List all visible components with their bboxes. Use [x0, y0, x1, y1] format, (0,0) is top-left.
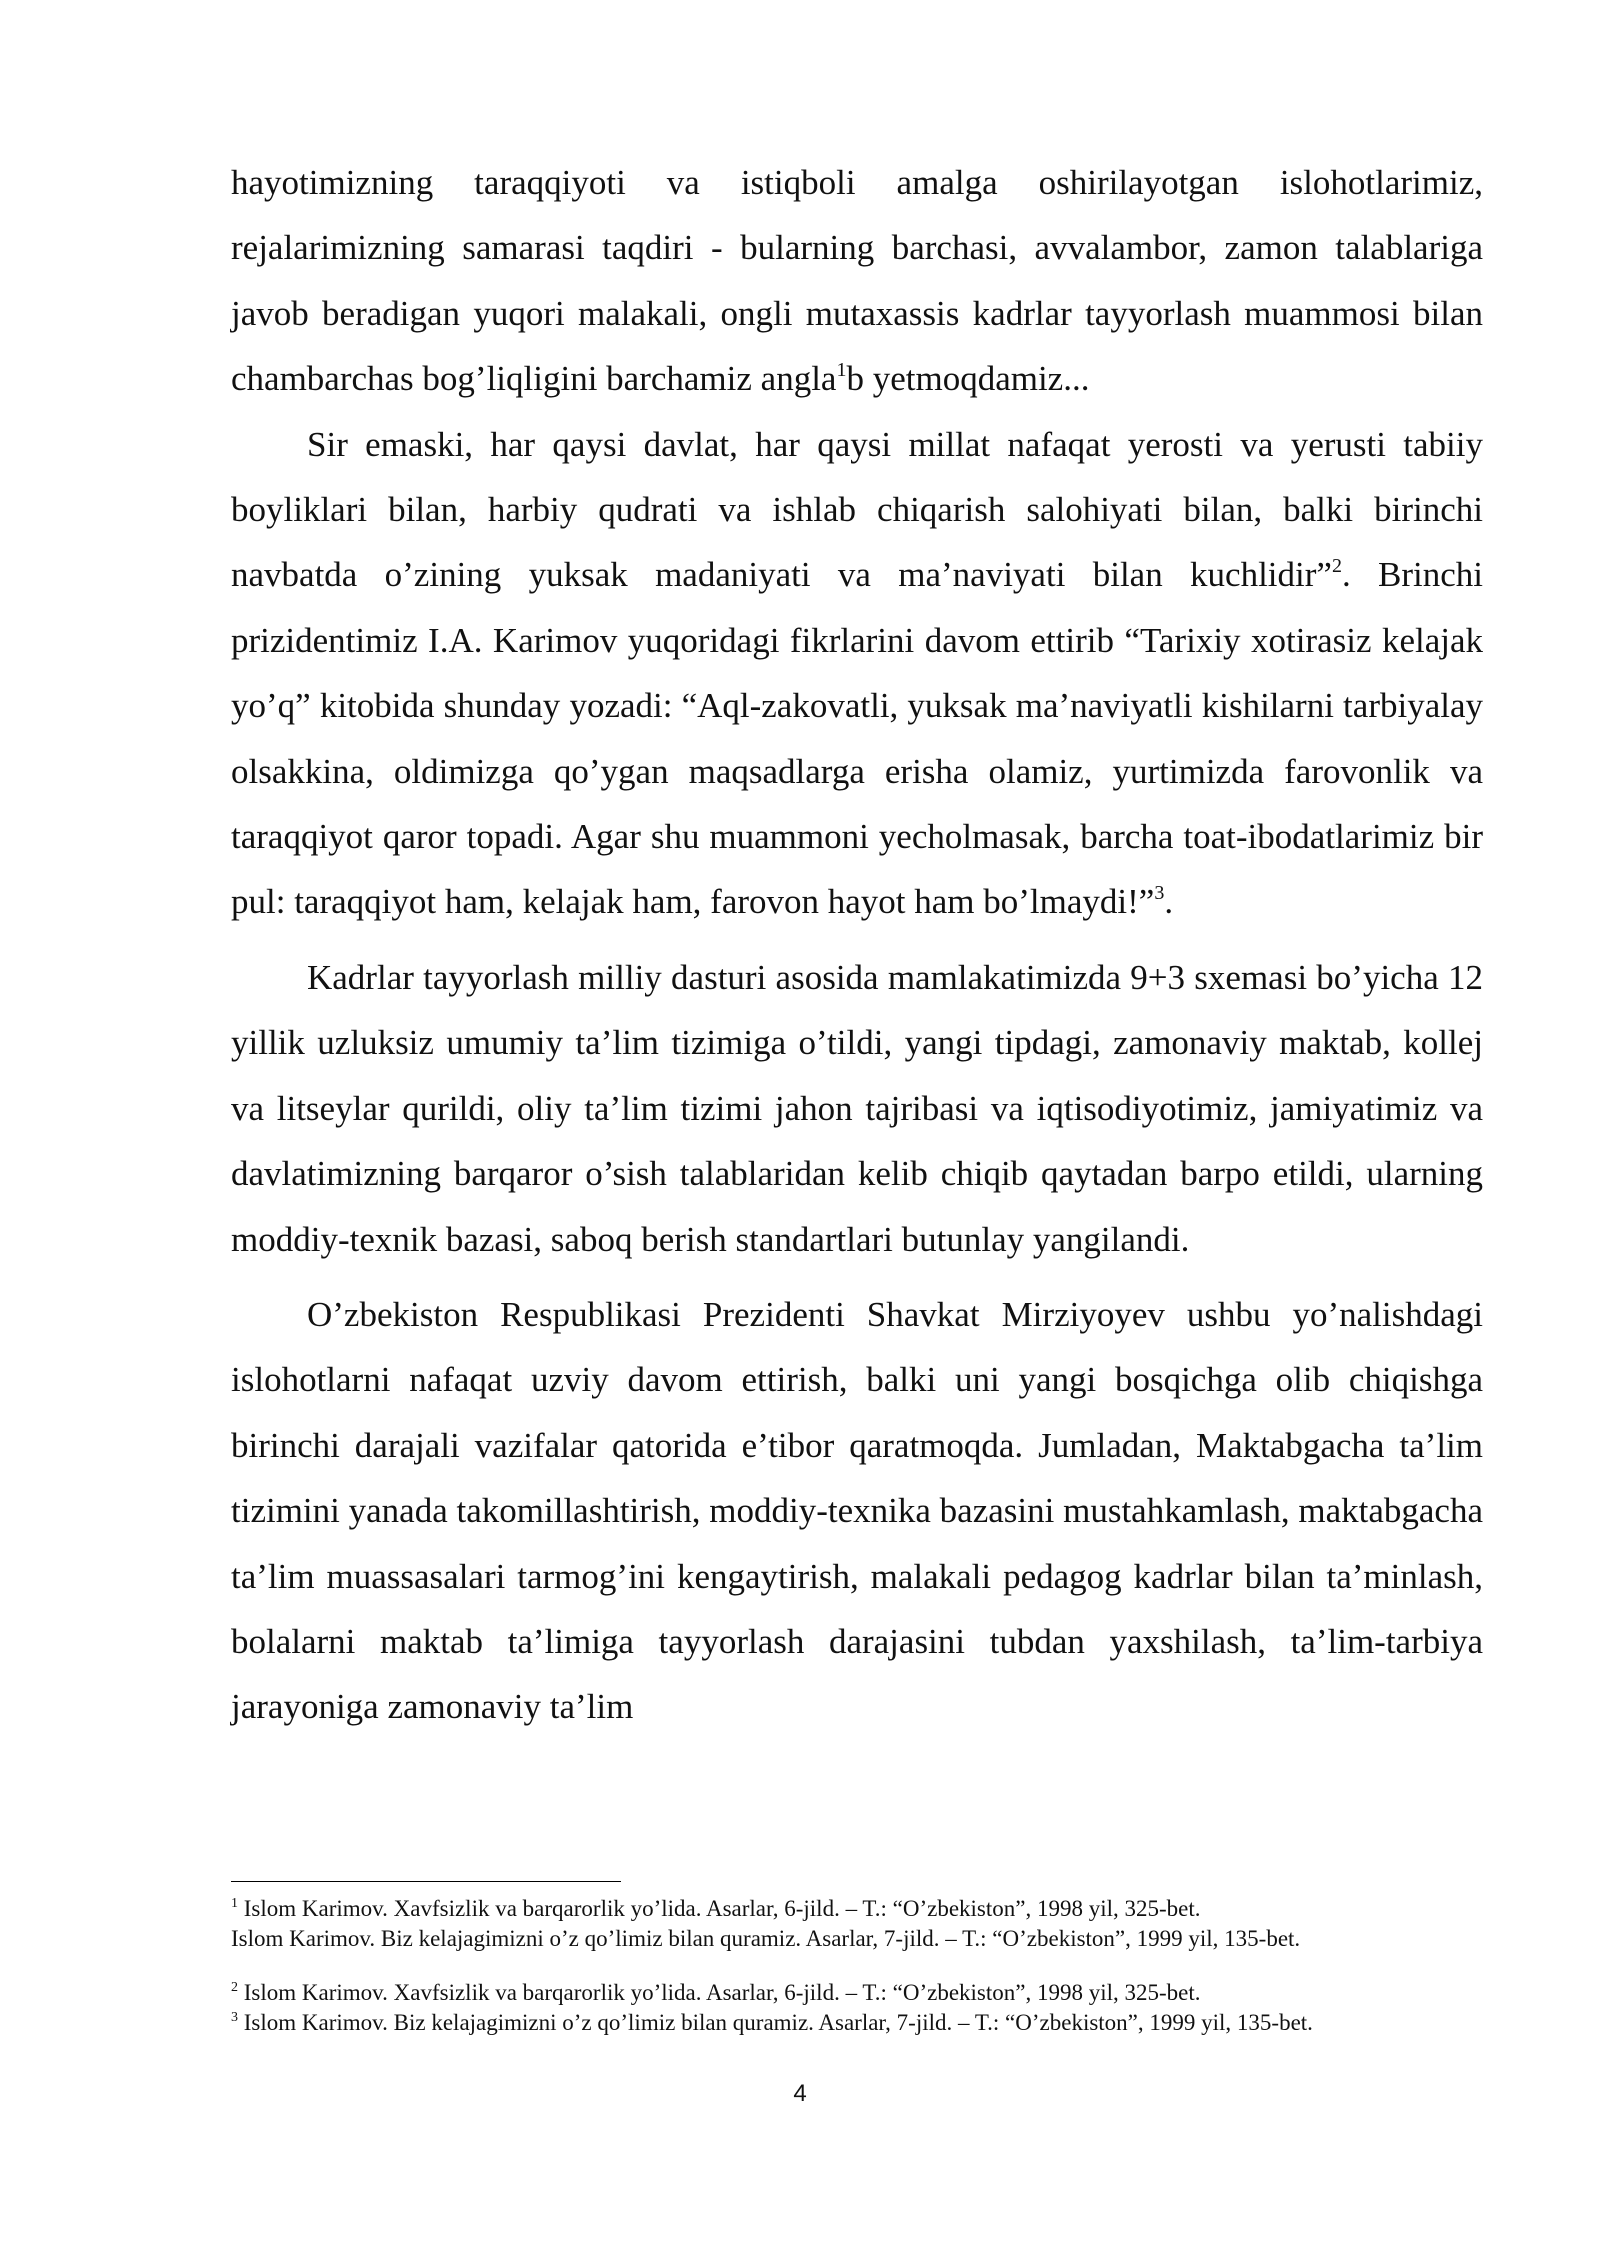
paragraph-2-text-end: .	[1164, 882, 1174, 922]
footnote-text: Islom Karimov. Biz kelajagimizni o’z qo’limiz bilan quramiz. Asarlar, 7-jild. – T.: “O’zbekiston”, 1999 yil, 135-bet.	[231, 1926, 1301, 1951]
page-number: 4	[793, 2080, 807, 2107]
footnote-1-continued	[231, 1924, 1483, 1954]
paragraph-1-text: hayotimizning taraqqiyoti va istiqboli amalga oshirilayotgan islohotlarimiz, rejalarimizning samarasi taqdiri - bularning barchasi, avvalambor, zamon talablariga javob beradigan yuqori malakali, ongli mutaxassis kadrlar tayyorlash muammosi bilan chambarchas bog’liqligini barchamiz angla	[231, 163, 1483, 399]
footnote-text: Islom Karimov. Biz kelajagimizni o’z qo’limiz bilan quramiz. Asarlar, 7-jild. – T.: “O’zbekiston”, 1999 yil, 135-bet.	[238, 2010, 1313, 2035]
footnote-mark: 1	[231, 1896, 238, 1911]
paragraph-2-text-continued: . Brinchi prizidentimiz I.A. Karimov yuqoridagi fikrlarini davom ettirib “Tarixiy xotirasiz kelajak yo’q” kitobida shunday yozadi: “Aql-zakovatli, yuksak ma’naviyatli kishilarni tarbiyalay olsakkina, oldimizga qo’ygan maqsadlarga erisha olamiz, yurtimizda farovonlik va taraqqiyot qaror topadi. Agar shu muammoni yecholmasak, barcha toat-ibodatlarimiz bir pul: taraqqiyot ham, kelajak ham, farovon hayot ham bo’lmaydi!”	[231, 555, 1483, 922]
paragraph-4: O’zbekiston Respublikasi Prezidenti Shavkat Mirziyoyev ushbu yo’nalishdagi islohotlarni nafaqat uzviy davom ettirish, balki uni yangi bosqichga olib chiqishga birinchi darajali vazifalar qatorida e’tibor qaratmoqda. Jumladan, Maktabgacha ta’lim tizimini yanada takomillashtirish, moddiy-texnika bazasini mustahkamlash, maktabgacha ta’lim muassasalari tarmog’ini kengaytirish, malakali pedagog kadrlar bilan ta’minlash, bolalarni maktab ta’limiga tayyorlash darajasini tubdan yaxshilash, ta’lim-tarbiya jarayoniga zamonaviy ta’lim	[231, 1294, 1483, 1727]
footnote-text: Islom Karimov. Xavfsizlik va barqarorlik yo’lida. Asarlar, 6-jild. – T.: “O’zbekiston”, 1998 yil, 325-bet.	[238, 1896, 1201, 1921]
paragraph-2	[231, 412, 1483, 935]
footnote-3	[231, 2008, 1483, 2038]
footnote-ref-1[interactable]: 1	[836, 359, 847, 382]
footnote-text: Islom Karimov. Xavfsizlik va barqarorlik yo’lida. Asarlar, 6-jild. – T.: “O’zbekiston”, 1998 yil, 325-bet.	[238, 1980, 1201, 2005]
paragraph-1	[231, 150, 1483, 412]
footnote-1	[231, 1894, 1483, 1924]
body-text	[231, 150, 1483, 1740]
footnote-2	[231, 1978, 1483, 2008]
paragraph-2-text: Sir emaski, har qaysi davlat, har qaysi millat nafaqat yerosti va yerusti tabiiy boyliklari bilan, harbiy qudrati va ishlab chiqarish salohiyati bilan, balki birinchi navbatda o’zining yuksak madaniyati va ma’naviyati bilan kuchlidir”	[231, 424, 1483, 595]
footnote-mark: 2	[231, 1980, 238, 1995]
footnote-mark: 3	[231, 2010, 238, 2025]
footnotes	[231, 1894, 1483, 2038]
footnote-ref-3[interactable]: 3	[1154, 882, 1165, 905]
paragraph-3: Kadrlar tayyorlash milliy dasturi asosida mamlakatimizda 9+3 sxemasi bo’yicha 12 yillik uzluksiz umumiy ta’lim tizimiga o’tildi, yangi tipdagi, zamonaviy maktab, kollej va litseylar qurildi, oliy ta’lim tizimi jahon tajribasi va iqtisodiyotimiz, jamiyatimiz va davlatimizning barqaror o’sish talablaridan kelib chiqib qaytadan barpo etildi, ularning moddiy-texnik bazasi, saboq berish standartlari butunlay yangilandi.	[231, 957, 1483, 1259]
footnote-separator	[231, 1881, 621, 1882]
footnote-ref-2[interactable]: 2	[1331, 555, 1342, 578]
paragraph-1-text-end: b yetmoqdamiz...	[846, 359, 1090, 399]
